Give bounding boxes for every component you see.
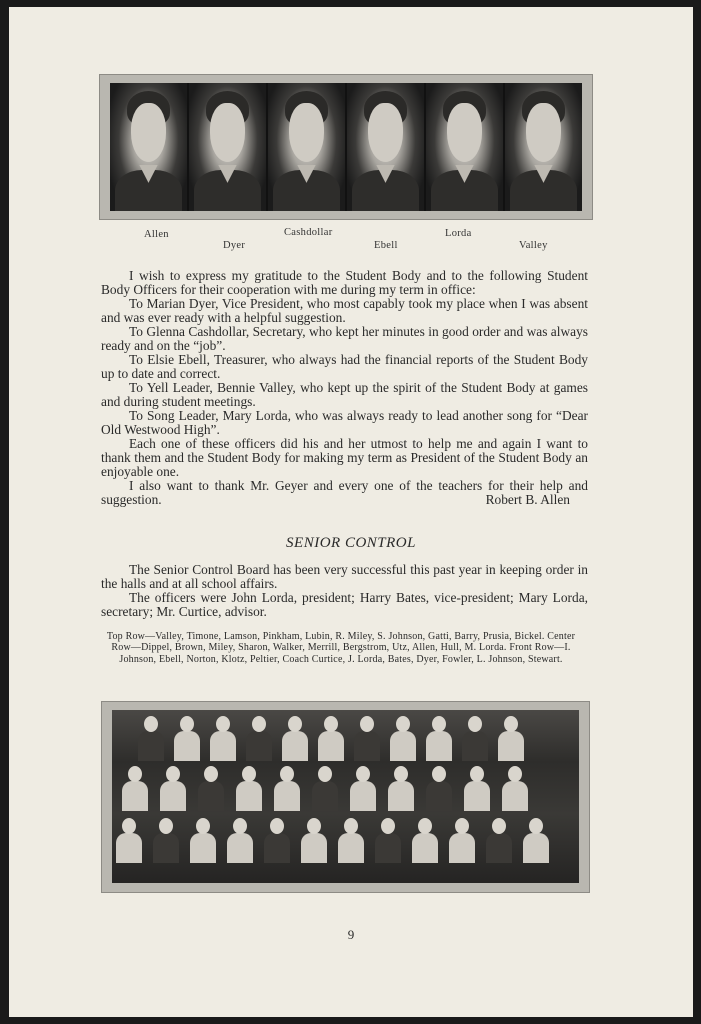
member-head (233, 818, 247, 834)
portrait-face (526, 103, 561, 162)
page-number: 9 (347, 927, 355, 942)
member-body (236, 781, 262, 811)
member-body (210, 731, 236, 761)
group-member (500, 766, 530, 810)
officer-portrait-photo (189, 83, 266, 211)
member-body (153, 833, 179, 863)
member-head (396, 716, 410, 732)
member-body (486, 833, 512, 863)
letter-paragraph: To Yell Leader, Bennie Valley, who kept up the spirit of the Student Body at games and during student meetings. (101, 380, 588, 409)
member-body (274, 781, 300, 811)
member-head (394, 766, 408, 782)
letter-paragraph: To Elsie Ebell, Treasurer, who always had the financial reports of the Student Body up to date and correct. (101, 352, 588, 381)
member-body (498, 731, 524, 761)
member-head (529, 818, 543, 834)
group-photo-image (112, 710, 579, 883)
group-member (262, 818, 292, 862)
group-member (151, 818, 181, 862)
letter-closing-text: I also want to thank Mr. Geyer and every one of the teachers for their help and suggestion. (101, 478, 588, 507)
member-head (307, 818, 321, 834)
group-member (316, 716, 346, 760)
group-member (460, 716, 490, 760)
member-head (432, 766, 446, 782)
member-body (227, 833, 253, 863)
group-member (352, 716, 382, 760)
group-member (484, 818, 514, 862)
member-body (350, 781, 376, 811)
group-member (158, 766, 188, 810)
officer-name: Lorda (445, 228, 472, 239)
member-head (196, 818, 210, 834)
member-body (174, 731, 200, 761)
group-member (410, 818, 440, 862)
member-body (160, 781, 186, 811)
group-member (208, 716, 238, 760)
group-member (114, 818, 144, 862)
member-body (462, 731, 488, 761)
officer-names (99, 229, 591, 269)
member-body (198, 781, 224, 811)
member-body (502, 781, 528, 811)
group-member (388, 716, 418, 760)
member-head (432, 716, 446, 732)
officer-name: Allen (144, 229, 169, 240)
member-body (354, 731, 380, 761)
letter-signature: Robert B. Allen (485, 492, 570, 507)
member-body (122, 781, 148, 811)
member-head (252, 716, 266, 732)
senior-control-paragraph: The officers were John Lorda, president; Harry Bates, vice-president; Mary Lorda, secretary; Mr. Curtice, advisor. (101, 590, 588, 619)
group-member (348, 766, 378, 810)
member-body (426, 731, 452, 761)
officer-name: Valley (519, 240, 548, 251)
officer-name: Dyer (223, 240, 246, 251)
officer-portrait-photo (347, 83, 424, 211)
member-head (468, 716, 482, 732)
letter-paragraph: To Song Leader, Mary Lorda, who was always ready to lead another song for “Dear Old Westwood High”. (101, 408, 588, 437)
group-member (424, 766, 454, 810)
member-body (318, 731, 344, 761)
portrait-strip (110, 83, 582, 211)
group-member (496, 716, 526, 760)
portrait-face (131, 103, 166, 162)
officer-name: Cashdollar (284, 227, 333, 238)
member-body (312, 781, 338, 811)
member-head (288, 716, 302, 732)
group-member (310, 766, 340, 810)
member-body (246, 731, 272, 761)
member-head (216, 716, 230, 732)
member-head (418, 818, 432, 834)
member-body (412, 833, 438, 863)
yearbook-page (9, 7, 693, 1017)
member-head (360, 716, 374, 732)
member-body (388, 781, 414, 811)
group-member (336, 818, 366, 862)
officer-portrait-photo (426, 83, 503, 211)
group-member (462, 766, 492, 810)
member-head (122, 818, 136, 834)
letter-paragraph: To Glenna Cashdollar, Secretary, who kept her minutes in good order and was always ready and on the “job”. (101, 324, 588, 353)
officer-portrait-photo (110, 83, 187, 211)
member-head (381, 818, 395, 834)
group-member (447, 818, 477, 862)
member-head (144, 716, 158, 732)
senior-control-text (101, 563, 588, 619)
member-head (204, 766, 218, 782)
group-member (136, 716, 166, 760)
member-body (264, 833, 290, 863)
member-head (508, 766, 522, 782)
group-member (172, 716, 202, 760)
member-head (128, 766, 142, 782)
member-body (464, 781, 490, 811)
member-head (270, 818, 284, 834)
group-member (521, 818, 551, 862)
letter-closing (101, 479, 588, 507)
member-head (470, 766, 484, 782)
group-member (244, 716, 274, 760)
member-head (324, 716, 338, 732)
member-body (138, 731, 164, 761)
letter-paragraph: Each one of these officers did his and her utmost to help me and again I want to thank them and the Student Body for making my term as President of the Student Body an enjoyable one. (101, 436, 588, 479)
member-body (116, 833, 142, 863)
group-member (373, 818, 403, 862)
letter-paragraph: I wish to express my gratitude to the Student Body and to the following Student Body Officers for their cooperation with me during my term in office: (101, 268, 588, 297)
senior-control-heading: SENIOR CONTROL (286, 535, 416, 551)
portrait-face (210, 103, 245, 162)
group-member (272, 766, 302, 810)
member-head (344, 818, 358, 834)
officer-name: Ebell (374, 240, 398, 251)
officer-portraits (99, 74, 593, 220)
member-head (159, 818, 173, 834)
member-head (356, 766, 370, 782)
president-letter (101, 269, 588, 507)
member-body (375, 833, 401, 863)
member-body (301, 833, 327, 863)
member-head (242, 766, 256, 782)
group-member (424, 716, 454, 760)
portrait-face (289, 103, 324, 162)
group-member (188, 818, 218, 862)
portrait-face (447, 103, 482, 162)
portrait-face (368, 103, 403, 162)
member-head (318, 766, 332, 782)
group-photo-caption: Top Row—Valley, Timone, Lamson, Pinkham, Lubin, R. Miley, S. Johnson, Gatti, Barry, Prusia, Bickel. Center Row—Dippel, Brown, Miley, Sharon, Walker, Merrill, Bergstrom, Utz, Allen, Hull, M. Lorda. Front Row—I. Johnson, Ebell, Norton, Klotz, Peltier, Coach Curtice, J. Lorda, Bates, Dyer, Fowler, L. Johnson, Stewart. (106, 631, 576, 665)
group-member (225, 818, 255, 862)
member-body (282, 731, 308, 761)
senior-control-paragraph: The Senior Control Board has been very successful this past year in keeping order in the halls and at all school affairs. (101, 562, 588, 591)
group-member (234, 766, 264, 810)
member-body (390, 731, 416, 761)
member-body (190, 833, 216, 863)
member-head (280, 766, 294, 782)
member-body (338, 833, 364, 863)
member-head (166, 766, 180, 782)
member-head (455, 818, 469, 834)
member-head (180, 716, 194, 732)
member-head (504, 716, 518, 732)
letter-paragraph: To Marian Dyer, Vice President, who most capably took my place when I was absent and was ever ready with a helpful suggestion. (101, 296, 588, 325)
member-body (426, 781, 452, 811)
group-member (280, 716, 310, 760)
officer-portrait-photo (505, 83, 582, 211)
member-body (449, 833, 475, 863)
group-member (120, 766, 150, 810)
group-member (196, 766, 226, 810)
group-photo (101, 701, 590, 893)
officer-portrait-photo (268, 83, 345, 211)
member-head (492, 818, 506, 834)
group-member (386, 766, 416, 810)
member-body (523, 833, 549, 863)
group-member (299, 818, 329, 862)
